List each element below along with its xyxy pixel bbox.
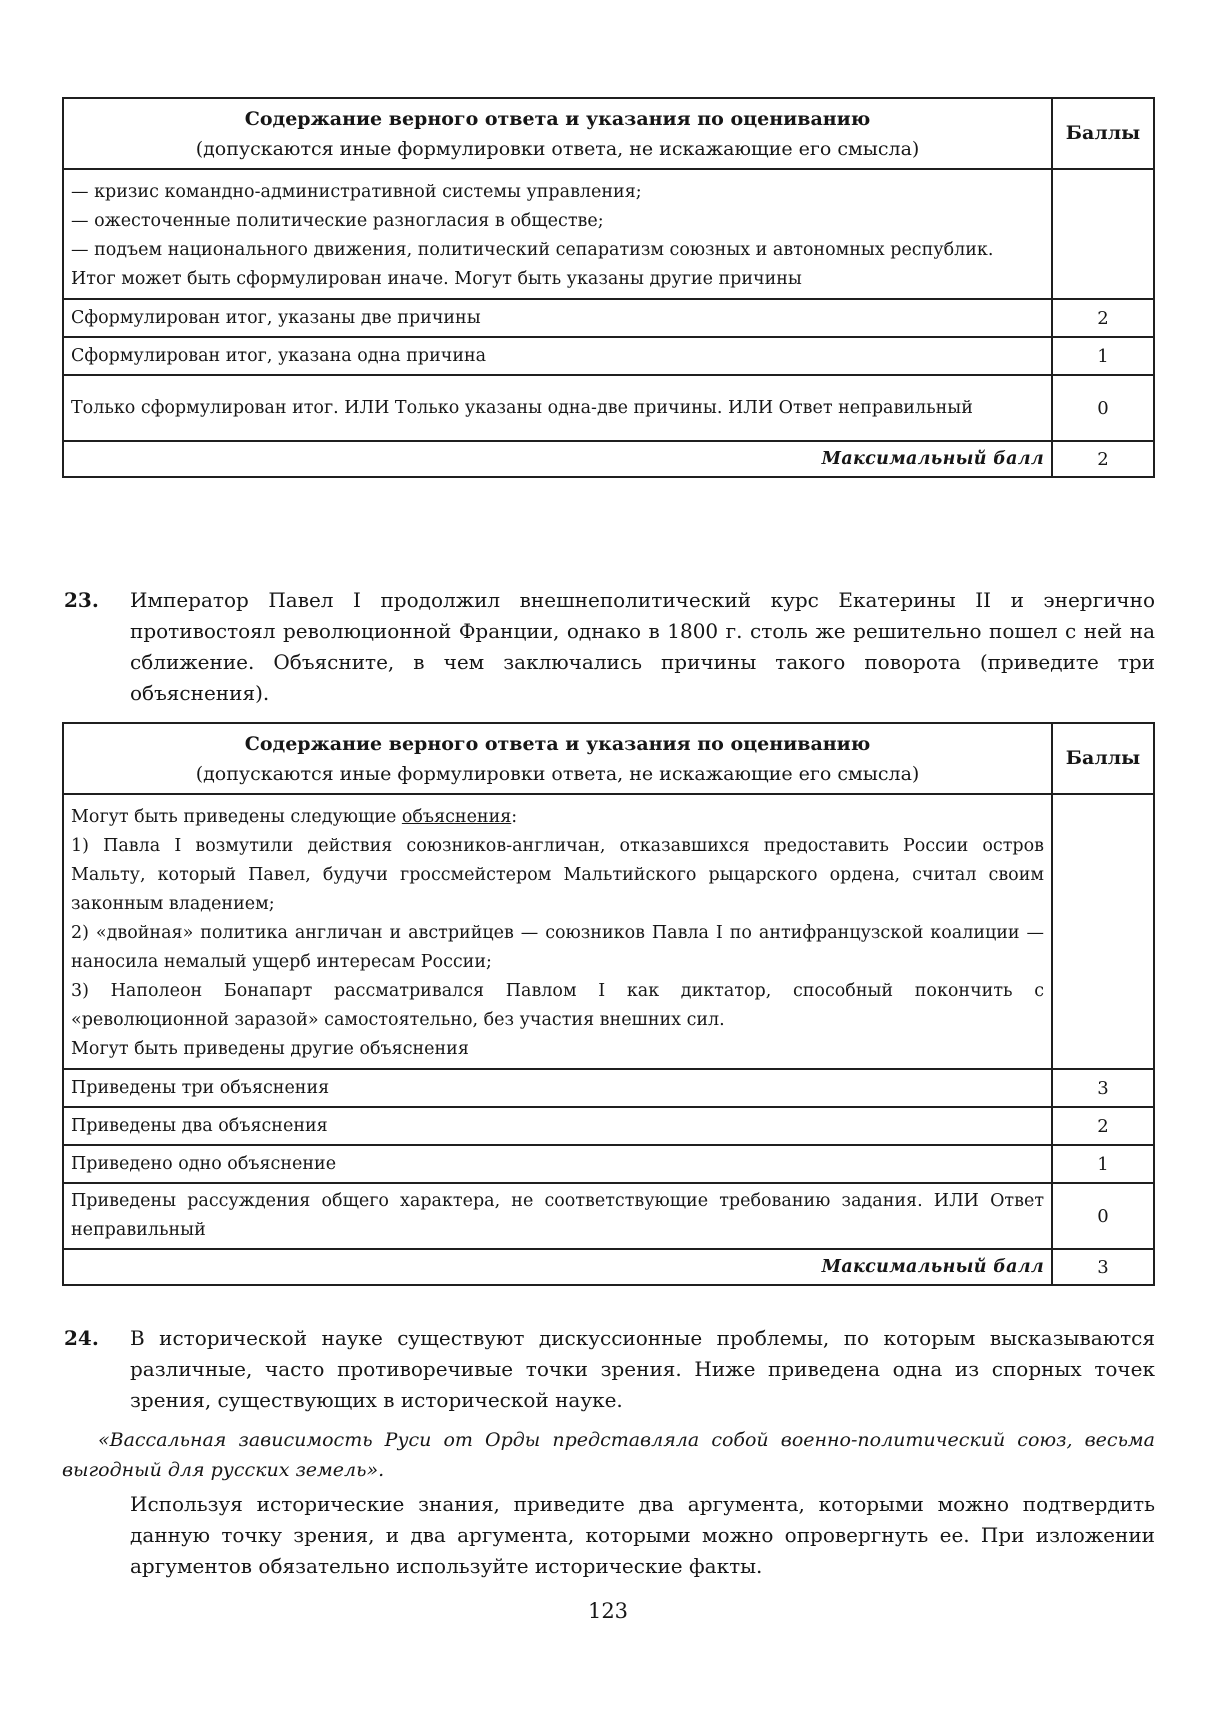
table1-content-points bbox=[1052, 169, 1154, 299]
table1-content-line: — кризис командно-административной системы управления; bbox=[71, 182, 642, 202]
table2-intro-prefix: Могут быть приведены следующие bbox=[71, 807, 402, 827]
grading-table-22 bbox=[62, 97, 1155, 478]
table1-content-line: — ожесточенные политические разногласия в обществе; bbox=[71, 211, 604, 231]
table2-criterion: Приведены рассуждения общего характера, не соответствующие требованию задания. ИЛИ Ответ неправильный bbox=[63, 1183, 1052, 1249]
table2-intro-suffix: : bbox=[511, 807, 518, 827]
task-24-number: 24. bbox=[64, 1326, 99, 1350]
table2-max-points: 3 bbox=[1052, 1249, 1154, 1285]
table1-content bbox=[63, 169, 1052, 299]
task-24-quote-text: «Вассальная зависимость Руси от Орды представляла собой военно-политический союз, весьма выгодный для русских земель». bbox=[62, 1429, 1155, 1481]
table1-criterion-points: 0 bbox=[1052, 375, 1154, 441]
table1-header-title: Содержание верного ответа и указания по оцениванию bbox=[244, 108, 871, 130]
table2-criterion-points: 2 bbox=[1052, 1107, 1154, 1145]
page-number: 123 bbox=[587, 1599, 629, 1623]
table1-criterion-points: 2 bbox=[1052, 299, 1154, 337]
task-24-quote bbox=[62, 1425, 1155, 1485]
table2-content bbox=[63, 794, 1052, 1069]
table2-criterion: Приведены три объяснения bbox=[63, 1069, 1052, 1107]
table1-content-line: — подъем национального движения, политический сепаратизм союзных и автономных республик. bbox=[71, 240, 994, 260]
table2-criterion-points: 1 bbox=[1052, 1145, 1154, 1183]
task-24-text: В исторической науке существуют дискуссионные проблемы, по которым высказываются различные, часто противоречивые точки зрения. Ниже приведена одна из спорных точек зрения, существующих в исторической науке. bbox=[130, 1326, 1155, 1412]
table2-content-line: Могут быть приведены другие объяснения bbox=[71, 1039, 469, 1059]
table1-header-note: (допускаются иные формулировки ответа, не искажающие его смысла) bbox=[195, 138, 920, 160]
task-23-number: 23. bbox=[64, 588, 99, 612]
table1-header bbox=[63, 98, 1052, 169]
table2-points-header: Баллы bbox=[1052, 723, 1154, 794]
table2-max-label: Максимальный балл bbox=[63, 1249, 1052, 1285]
table2-content-line: 1) Павла I возмутили действия союзников-англичан, отказавшихся предоставить России остров Мальту, который Павел, будучи гроссмейстером Мальтийского рыцарского ордена, считал своим законным владением; bbox=[71, 836, 1044, 914]
table2-content-line: 3) Наполеон Бонапарт рассматривался Павлом I как диктатор, способный покончить с «революционной заразой» самостоятельно, без участия внешних сил. bbox=[71, 981, 1044, 1030]
table1-criterion-points: 1 bbox=[1052, 337, 1154, 375]
table2-criterion: Приведены два объяснения bbox=[63, 1107, 1052, 1145]
task-23-text: Император Павел I продолжил внешнеполитический курс Екатерины II и энергично противостоял революционной Франции, однако в 1800 г. столь же решительно пошел с ней на сближение. Объясните, в чем заключались причины такого поворота (приведите три объяснения). bbox=[130, 588, 1155, 705]
table2-header bbox=[63, 723, 1052, 794]
table2-criterion-points: 0 bbox=[1052, 1183, 1154, 1249]
task-24 bbox=[62, 1323, 1155, 1416]
table1-criterion: Сформулирован итог, указана одна причина bbox=[63, 337, 1052, 375]
table2-header-note: (допускаются иные формулировки ответа, не искажающие его смысла) bbox=[195, 763, 920, 785]
table1-content-line: Итог может быть сформулирован иначе. Могут быть указаны другие причины bbox=[71, 269, 802, 289]
table2-intro bbox=[71, 803, 1044, 832]
table2-intro-underlined: объяснения bbox=[401, 807, 512, 827]
table1-max-points: 2 bbox=[1052, 441, 1154, 477]
task-23 bbox=[62, 585, 1155, 709]
table2-criterion-points: 3 bbox=[1052, 1069, 1154, 1107]
table1-max-label: Максимальный балл bbox=[63, 441, 1052, 477]
table2-criterion: Приведено одно объяснение bbox=[63, 1145, 1052, 1183]
table1-points-header: Баллы bbox=[1052, 98, 1154, 169]
grading-table-23 bbox=[62, 722, 1155, 1286]
table2-content-line: 2) «двойная» политика англичан и австрийцев — союзников Павла I по антифранцузской коалиции — наносила немалый ущерб интересам России; bbox=[71, 923, 1044, 972]
table1-criterion: Только сформулирован итог. ИЛИ Только указаны одна-две причины. ИЛИ Ответ неправильный bbox=[63, 375, 1052, 441]
table2-header-title: Содержание верного ответа и указания по оцениванию bbox=[244, 733, 871, 755]
table2-content-points bbox=[1052, 794, 1154, 1069]
task-24-instruction: Используя исторические знания, приведите два аргумента, которыми можно подтвердить данную точку зрения, и два аргумента, которыми можно опровергнуть ее. При изложении аргументов обязательно используйте исторические факты. bbox=[130, 1492, 1155, 1578]
table1-criterion: Сформулирован итог, указаны две причины bbox=[63, 299, 1052, 337]
